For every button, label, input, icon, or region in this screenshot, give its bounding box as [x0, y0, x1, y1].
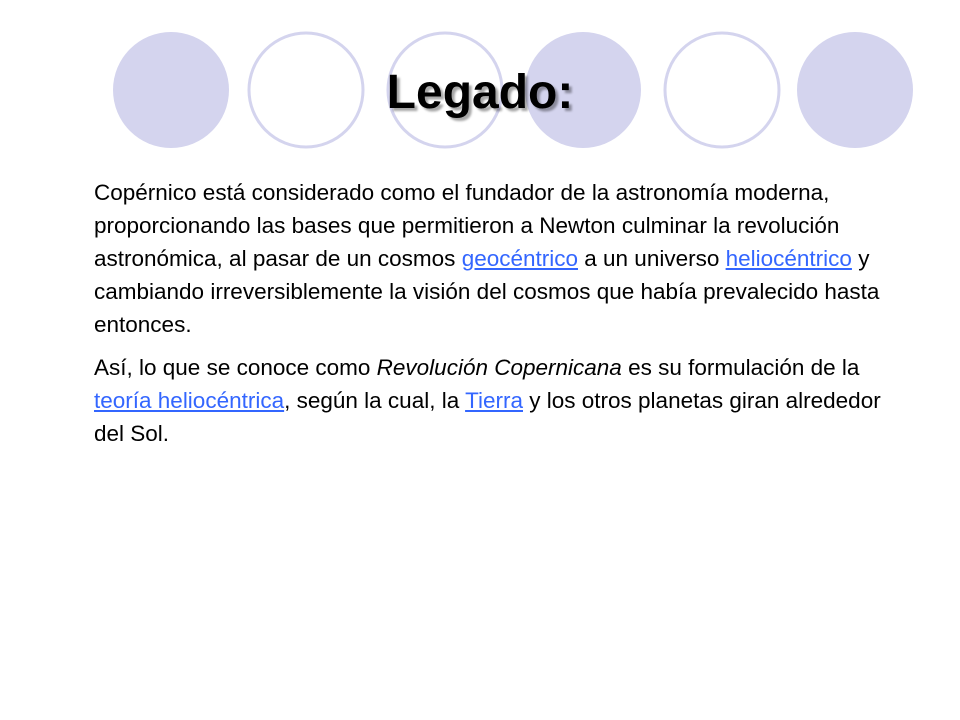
paragraph-legacy [94, 176, 914, 341]
link-tierra[interactable]: Tierra [465, 388, 523, 413]
link-teoria-heliocentrica[interactable]: teoría heliocéntrica [94, 388, 285, 413]
p1-text-1: Copérnico está considerado como el fundador de la astronomía moderna, proporcionando las bases que permitieron a Newton culminar la revolución astronómica, al pasar de un cosmos [94, 180, 840, 271]
p2-emphasis: Revolución Copernicana [376, 355, 622, 380]
link-heliocentrico[interactable]: heliocéntrico [725, 246, 852, 271]
link-geocentrico[interactable]: geocéntrico [461, 246, 579, 271]
p1-text-2: a un universo [578, 246, 726, 271]
slide-body [94, 176, 914, 460]
slide-title: Legado: [386, 66, 574, 119]
paragraph-revolution [94, 351, 914, 450]
p2-text-1: Así, lo que se conoce como [94, 355, 377, 380]
p2-text-2: es su formulación de la [621, 355, 860, 380]
p1-text-3: y cambiando irreversiblemente la visión del cosmos que había prevalecido hasta entonces. [94, 246, 880, 337]
p2-text-4: y los otros planetas giran alrededor del Sol. [94, 388, 881, 446]
p2-text-3: , según la cual, la [284, 388, 466, 413]
